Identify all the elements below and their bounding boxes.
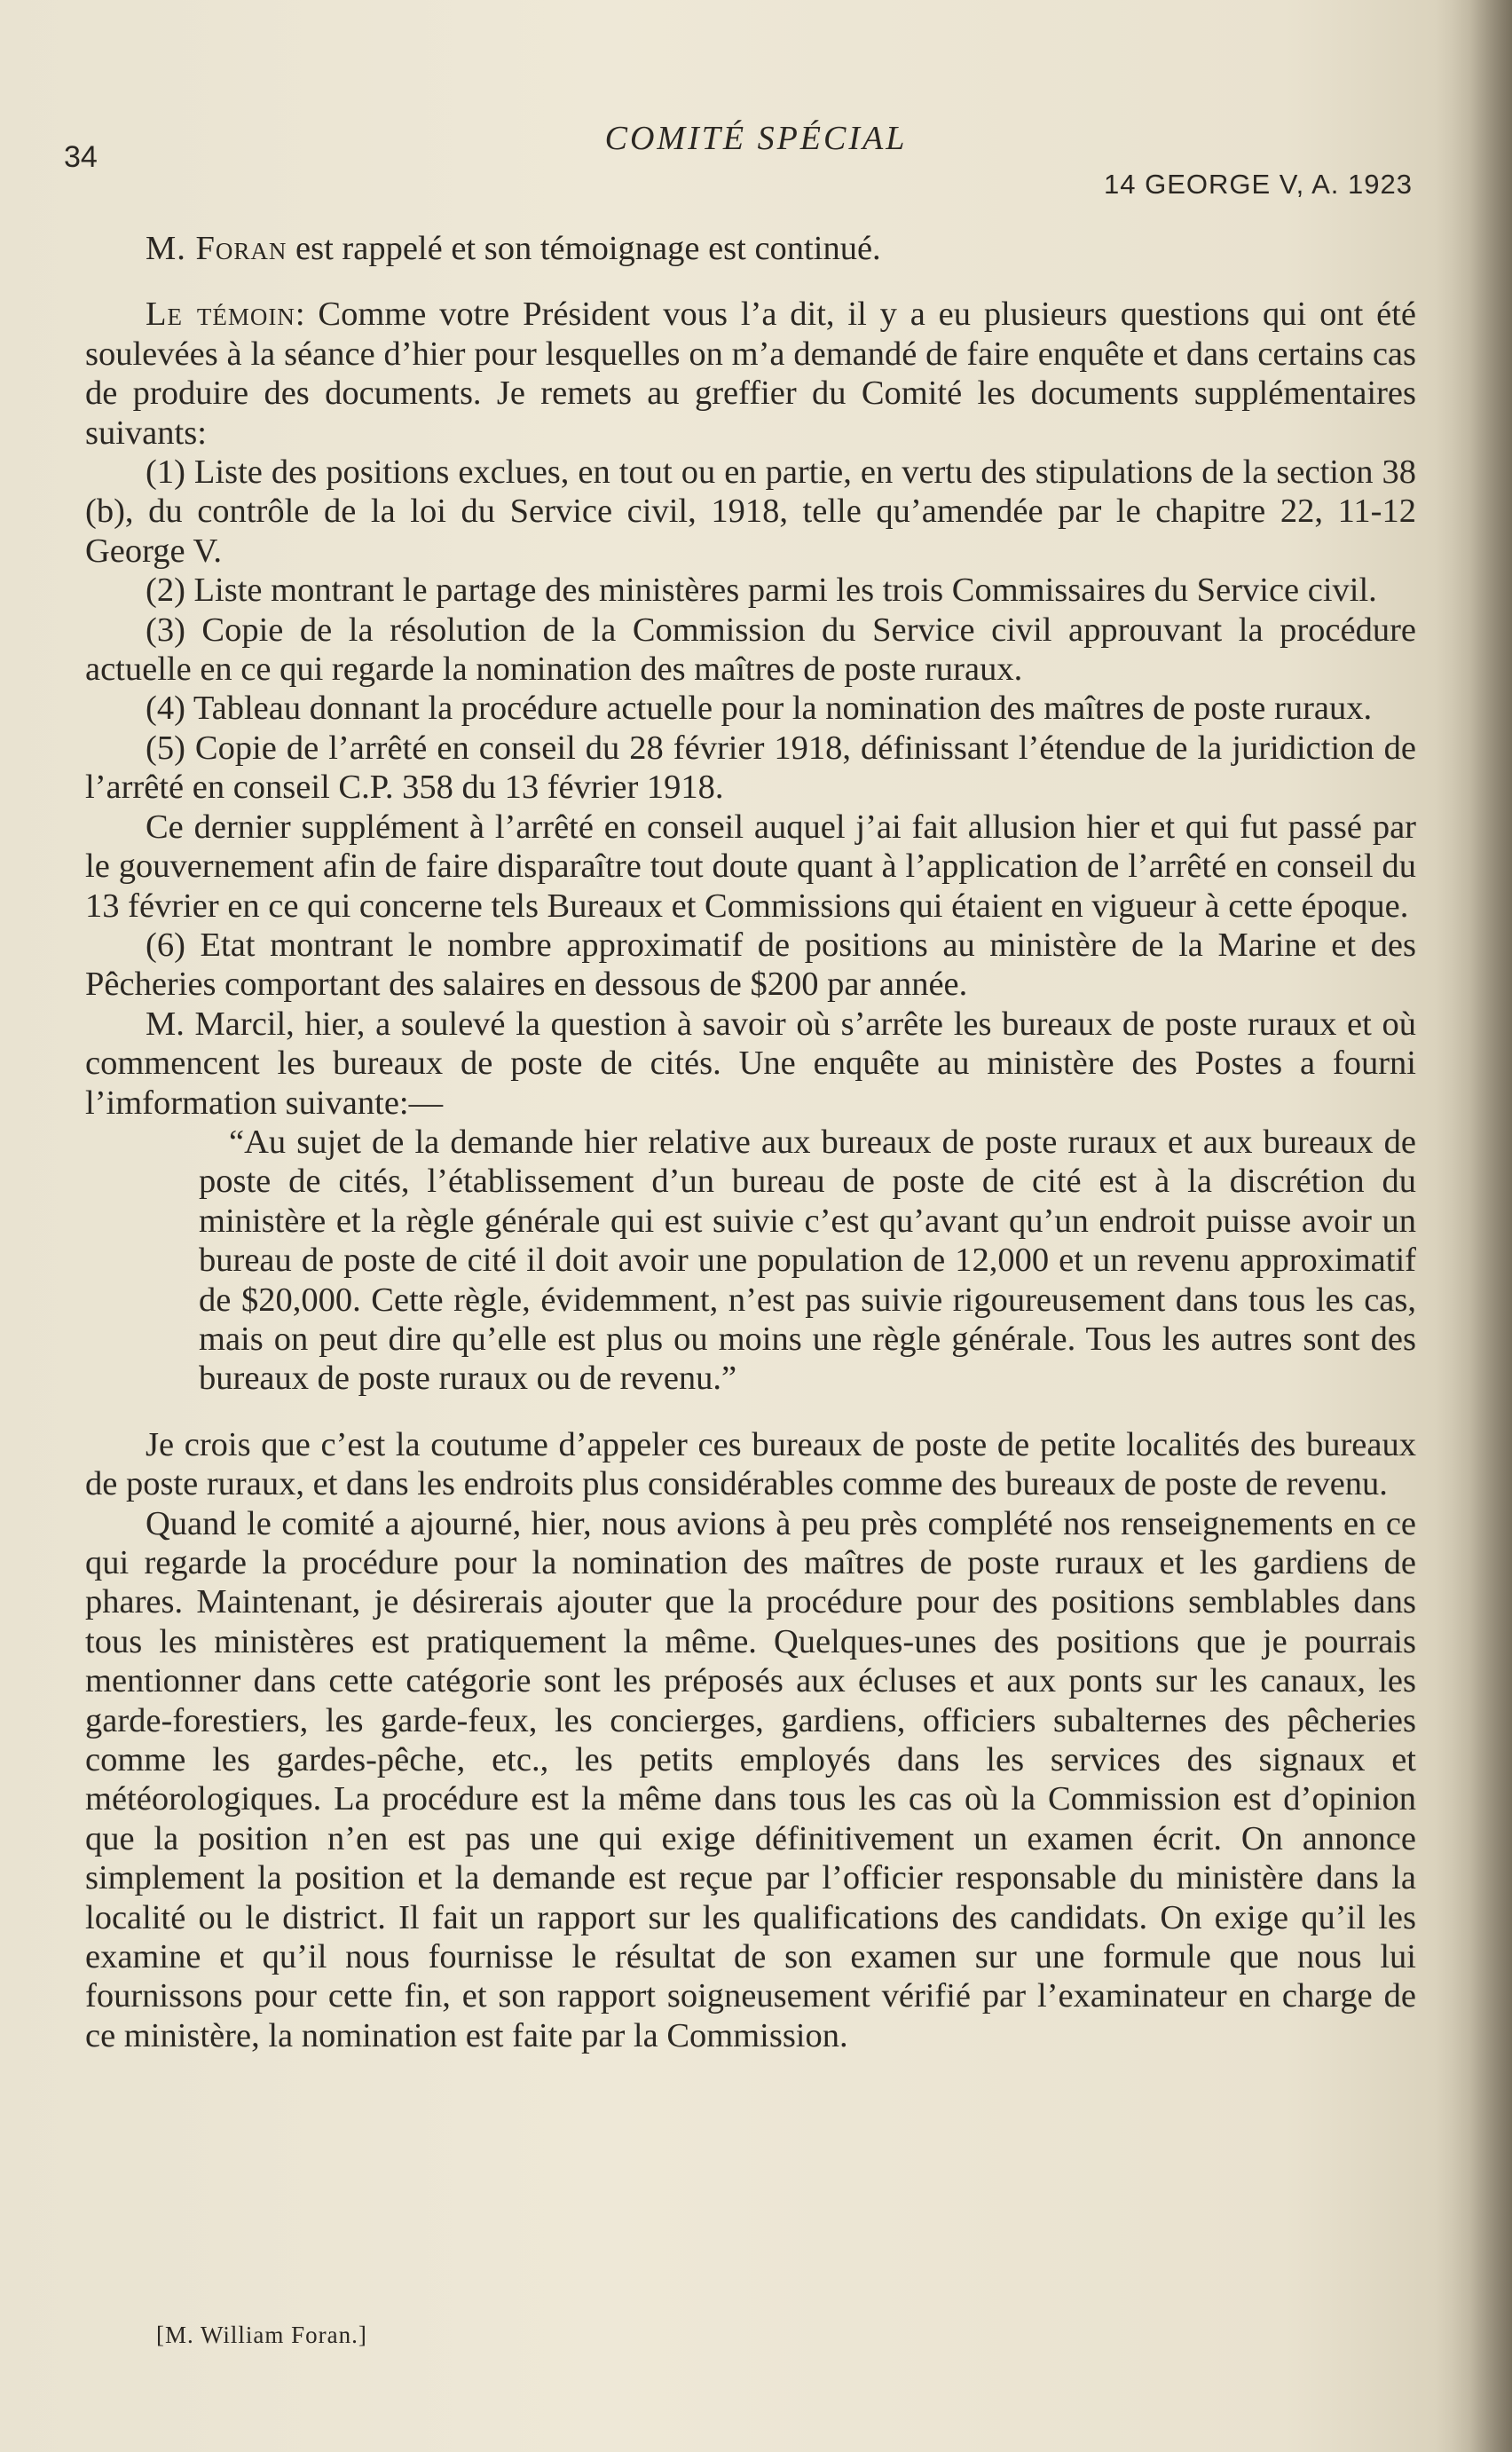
paragraph: Je crois que c’est la coutume d’appeler ces bureaux de poste de petite localités des bureaux de poste ruraux, et dans les endroits plus considérables comme des bureaux de poste de revenu. <box>85 1425 1416 1503</box>
list-item: (2) Liste montrant le partage des ministères parmi les trois Commissaires du Service civil. <box>146 572 1377 610</box>
speaker-name: M. Foran <box>146 230 287 267</box>
body-text <box>85 229 1416 2055</box>
paragraph: M. Marcil, hier, a soulevé la question à savoir où s’arrête les bureaux de poste ruraux et où commencent les bureaux de poste de cités. Une enquête au ministère des Postes a fourni l’imformation suivante:— <box>85 1005 1416 1122</box>
paragraph <box>85 295 1416 453</box>
quotation <box>85 1123 1416 1399</box>
list-item: (3) Copie de la résolution de la Commission du Service civil approuvant la procédure actuelle en ce qui regarde la nomination des maîtres de poste ruraux. <box>85 611 1416 689</box>
paragraph: Ce dernier supplément à l’arrêté en conseil auquel j’ai fait allusion hier et qui fut passé par le gouvernement afin de faire disparaître tout doute quant à l’application de l’arrêté en conseil du 13 février en ce qui concerne tels Bureaux et Commissions qui étaient en vigueur à cette époque. <box>85 808 1416 925</box>
paragraph <box>85 229 1416 268</box>
session-label: 14 GEORGE V, A. 1923 <box>1104 169 1413 200</box>
running-head: COMITÉ SPÉCIAL <box>604 120 908 157</box>
paragraph-text: : Comme votre Président vous l’a dit, il y a eu plusieurs questions qui ont été soulevées à la séance d’hier pour lesquelles on m’a demandé de faire enquête et dans certains cas de produire des documents. Je remets au greffier du Comité les documents supplémentaires suivants: <box>85 296 1416 452</box>
page-number: 34 <box>64 140 98 174</box>
signature: [M. William Foran.] <box>156 2322 367 2348</box>
page-edge-shadow <box>1436 0 1512 2452</box>
list-item: (5) Copie de l’arrêté en conseil du 28 février 1918, définissant l’étendue de la juridiction de l’arrêté en conseil C.P. 358 du 13 février 1918. <box>85 729 1416 807</box>
list-item: (1) Liste des positions exclues, en tout ou en partie, en vertu des stipulations de la section 38 (b), du contrôle de la loi du Service civil, 1918, telle qu’amendée par le chapitre 22, 11-12 George V. <box>85 453 1416 570</box>
paragraph-text: est rappelé et son témoignage est continué. <box>287 230 881 267</box>
list-item: (4) Tableau donnant la procédure actuelle pour la nomination des maîtres de poste ruraux. <box>146 690 1373 728</box>
speaker-name: Le témoin <box>146 296 295 334</box>
paragraph: Quand le comité a ajourné, hier, nous avions à peu près complété nos renseignements en ce qui regarde la procédure pour la nomination des maîtres de poste ruraux et les gardiens de phares. Maintenant, je désirerais ajouter que la procédure pour des positions semblables dans tous les ministères est pratiquement la même. Quelques-unes des positions que je pourrais mentionner dans cette catégorie sont les préposés aux écluses et aux ponts sur les canaux, les garde-forestiers, les garde-feux, les concierges, gardiens, officiers subalternes des pêcheries comme les gardes-pêche, etc., les petits employés dans les services des signaux et météorologiques. La procédure est la même dans tous les cas où la Commission est d’opinion que la position n’en est pas une qui exige définitivement un examen écrit. On annonce simplement la position et la demande est reçue par l’officier responsable du ministère dans la localité ou le district. Il fait un rapport sur les qualifications des candidats. On exige qu’il les examine et qu’il nous fournisse le résultat de son examen sur une formule que nous lui fournissons pour cette fin, et son rapport soigneusement vérifié par l’examinateur en charge de ce ministère, la nomination est faite par la Commission. <box>85 1504 1416 2054</box>
list-item: (6) Etat montrant le nombre approximatif de positions au ministère de la Marine et des Pêcheries comportant des salaires en dessous de $200 par année. <box>85 926 1416 1004</box>
quotation-text: “Au sujet de la demande hier relative aux bureaux de poste ruraux et aux bureaux de poste de cités, l’établissement d’un bureau de poste de cité est à la discrétion du ministère et la règle générale qui est suivie c’est qu’avant qu’un endroit puisse avoir un bureau de poste de cité il doit avoir une population de 12,000 et un revenu approximatif de $20,000. Cette règle, évidemment, n’est pas suivie rigoureusement dans tous les cas, mais on peut dire qu’elle est plus ou moins une règle générale. Tous les autres sont des bureaux de poste ruraux ou de revenu.” <box>199 1123 1416 1398</box>
